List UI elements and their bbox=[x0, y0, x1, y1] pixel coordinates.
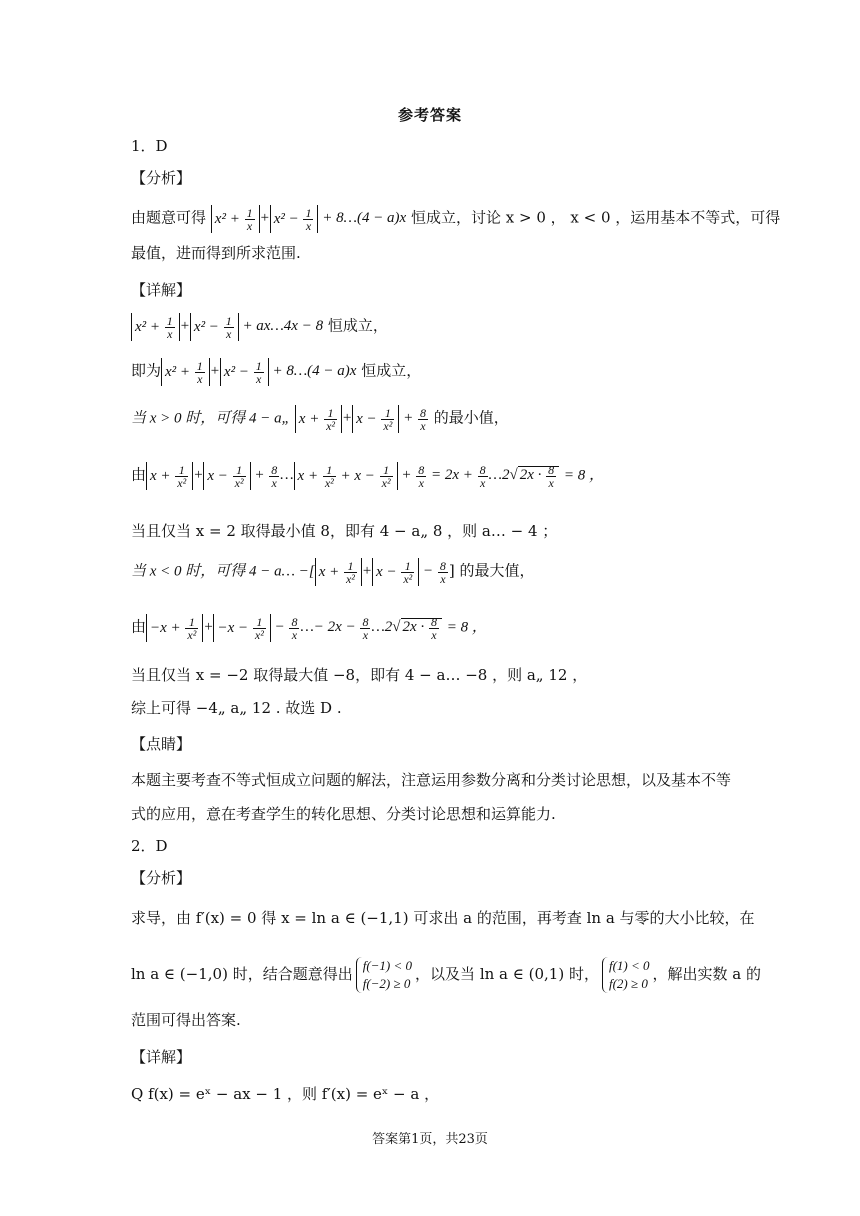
q2-detail-label: 【详解】 bbox=[131, 1048, 192, 1066]
q1-detail-line-5: 当且仅当 x = 2 取得最小值 8，即有 4 − a„ 8 ，则 a… − 4 ； bbox=[131, 522, 558, 540]
page-title: 参考答案 bbox=[397, 106, 462, 124]
q1-detail-line-3: 当 x > 0 时，可得 4 − a„ x + $\frac{1}{\text{x²}}$ + x − $\frac{1}{\text{x²}}$ + $\frac{8}{x}$ 的最小值， bbox=[131, 405, 509, 434]
q1-detail-line-1: x² + $\frac{1}{x}$ + x² − $\frac{1}{x}$ + ax…4x − 8 恒成立， bbox=[131, 313, 388, 341]
q1-detail-line-7: 由 −x + $\frac{1}{\text{x²}}$ + −x − $\frac{1}{\text{x²}}$ − $\frac{8}{x}$ …− 2x − $\frac{8}{x}$ …2√ 2x · $\frac{8}{x}$ = 8 ， bbox=[131, 614, 487, 643]
condition-system-2: f(1) < 0 f(2) ≥ 0 bbox=[602, 957, 650, 993]
q1-comment-line-1: 本题主要考查不等式恒成立问题的解法，注意运用参数分离和分类讨论思想，以及基本不等 bbox=[131, 771, 732, 789]
condition-system-1: f(−1) < 0 f(−2) ≥ 0 bbox=[356, 957, 412, 993]
q1-detail-line-9: 综上可得 −4„ a„ 12 . 故选 D . bbox=[131, 699, 342, 717]
q1-comment-label: 【点睛】 bbox=[131, 735, 192, 753]
q1-analysis-label: 【分析】 bbox=[131, 169, 192, 187]
q2-analysis-line-1: 求导，由 f′(x) = 0 得 x = ln a ∈ (−1,1) 可求出 a 的范围，再考查 ln a 与零的大小比较，在 bbox=[131, 909, 755, 927]
inequality-expression: x² + $\frac{1}{x}$ + x² − $\frac{1}{x}$ + 8…(4 − a)x bbox=[211, 210, 406, 226]
q1-header: 1．D bbox=[131, 137, 168, 155]
q2-analysis-line-2: ln a ∈ (−1,0) 时，结合题意得出 f(−1) < 0 f(−2) ≥ 0 ，以及当 ln a ∈ (0,1) 时， f(1) < 0 f(2) ≥ 0 ，解出实数 a 的 bbox=[131, 958, 761, 991]
q1-detail-line-6: 当 x < 0 时，可得 4 − a… −[ x + $\frac{1}{\text{x²}}$ + x − $\frac{1}{\text{x²}}$ − $\frac{8}{x}$ ] 的最大值， bbox=[131, 558, 535, 587]
q1-comment-line-2: 式的应用，意在考查学生的转化思想、分类讨论思想和运算能力. bbox=[131, 805, 556, 823]
q1-detail-line-2: 即为 x² + $\frac{1}{x}$ + x² − $\frac{1}{x}$ + 8…(4 − a)x 恒成立， bbox=[131, 359, 422, 387]
q1-analysis-line-2: 最值，进而得到所求范围. bbox=[131, 244, 301, 262]
page-footer: 答案第1页，共23页 bbox=[372, 1132, 488, 1147]
q1-detail-line-8: 当且仅当 x = −2 取得最大值 −8，即有 4 − a… −8 ，则 a„ 12 ， bbox=[131, 666, 588, 684]
q2-detail-line-1: Q f(x) = eˣ − ax − 1 ，则 f′(x) = eˣ − a ， bbox=[131, 1085, 440, 1103]
q2-analysis-line-3: 范围可得出答案. bbox=[131, 1011, 241, 1029]
q1-detail-line-4: 由 x + $\frac{1}{\text{x²}}$ + x − $\frac{1}{\text{x²}}$ + $\frac{8}{x}$ … x + $\frac{1}{\text{x²}}$ + x − $\frac{1}{\text{x²}}$ + $\frac{8}{x}$ = 2x + $\frac{8}{x}$ …2√ 2x · $\frac{8}{x}$ = 8 ， bbox=[131, 462, 605, 491]
q1-detail-label: 【详解】 bbox=[131, 281, 192, 299]
q2-header: 2．D bbox=[131, 837, 168, 855]
q2-analysis-label: 【分析】 bbox=[131, 869, 192, 887]
q1-analysis-line-1: 由题意可得 x² + $\frac{1}{x}$ + x² − $\frac{1}{x}$ + 8…(4 − a)x 恒成立，讨论 x > 0 ， x < 0 ，运用基本不等式，可得 bbox=[131, 206, 781, 234]
